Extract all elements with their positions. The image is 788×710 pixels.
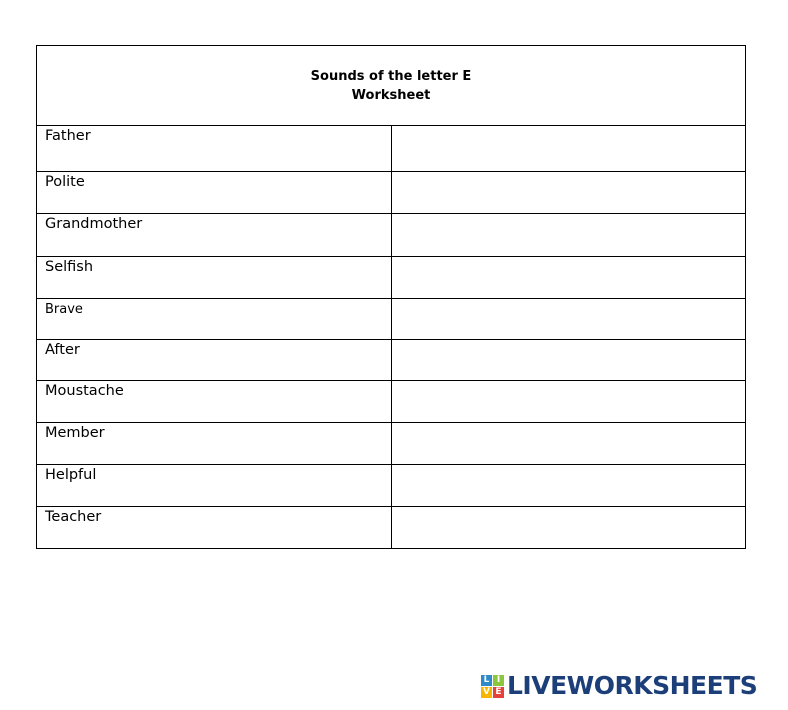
- word-cell: After: [37, 340, 392, 381]
- worksheet-table: [36, 45, 746, 549]
- table-row: [37, 465, 746, 507]
- answer-cell[interactable]: [391, 423, 746, 465]
- word-cell: Father: [37, 126, 392, 172]
- table-row: [37, 340, 746, 381]
- logo-block-l: L: [481, 675, 492, 686]
- logo-text: LIVEWORKSHEETS: [507, 671, 758, 700]
- answer-cell[interactable]: [391, 172, 746, 214]
- title-row: [37, 46, 746, 126]
- answer-cell[interactable]: [391, 381, 746, 423]
- answer-cell[interactable]: [391, 465, 746, 507]
- table-row: [37, 214, 746, 257]
- answer-cell[interactable]: [391, 126, 746, 172]
- word-cell: Selfish: [37, 257, 392, 299]
- table-row: [37, 257, 746, 299]
- title-line-1: Sounds of the letter E: [310, 68, 472, 84]
- worksheet-title: [37, 46, 746, 126]
- logo-block-e: E: [493, 687, 504, 698]
- logo-blocks-icon: [481, 675, 504, 698]
- table-row: [37, 126, 746, 172]
- answer-cell[interactable]: [391, 340, 746, 381]
- word-cell: Moustache: [37, 381, 392, 423]
- logo-block-v: V: [481, 687, 492, 698]
- table-row: [37, 299, 746, 340]
- word-cell: Member: [37, 423, 392, 465]
- word-cell: Grandmother: [37, 214, 392, 257]
- answer-cell[interactable]: [391, 299, 746, 340]
- answer-cell[interactable]: [391, 507, 746, 549]
- logo-block-i: I: [493, 675, 504, 686]
- answer-cell[interactable]: [391, 214, 746, 257]
- table-row: [37, 172, 746, 214]
- table-row: [37, 507, 746, 549]
- word-cell: Teacher: [37, 507, 392, 549]
- word-cell: Brave: [37, 299, 392, 340]
- word-cell: Polite: [37, 172, 392, 214]
- title-line-2: Worksheet: [351, 87, 431, 103]
- answer-cell[interactable]: [391, 257, 746, 299]
- liveworksheets-logo: [481, 672, 757, 700]
- word-cell: Helpful: [37, 465, 392, 507]
- table-row: [37, 423, 746, 465]
- table-row: [37, 381, 746, 423]
